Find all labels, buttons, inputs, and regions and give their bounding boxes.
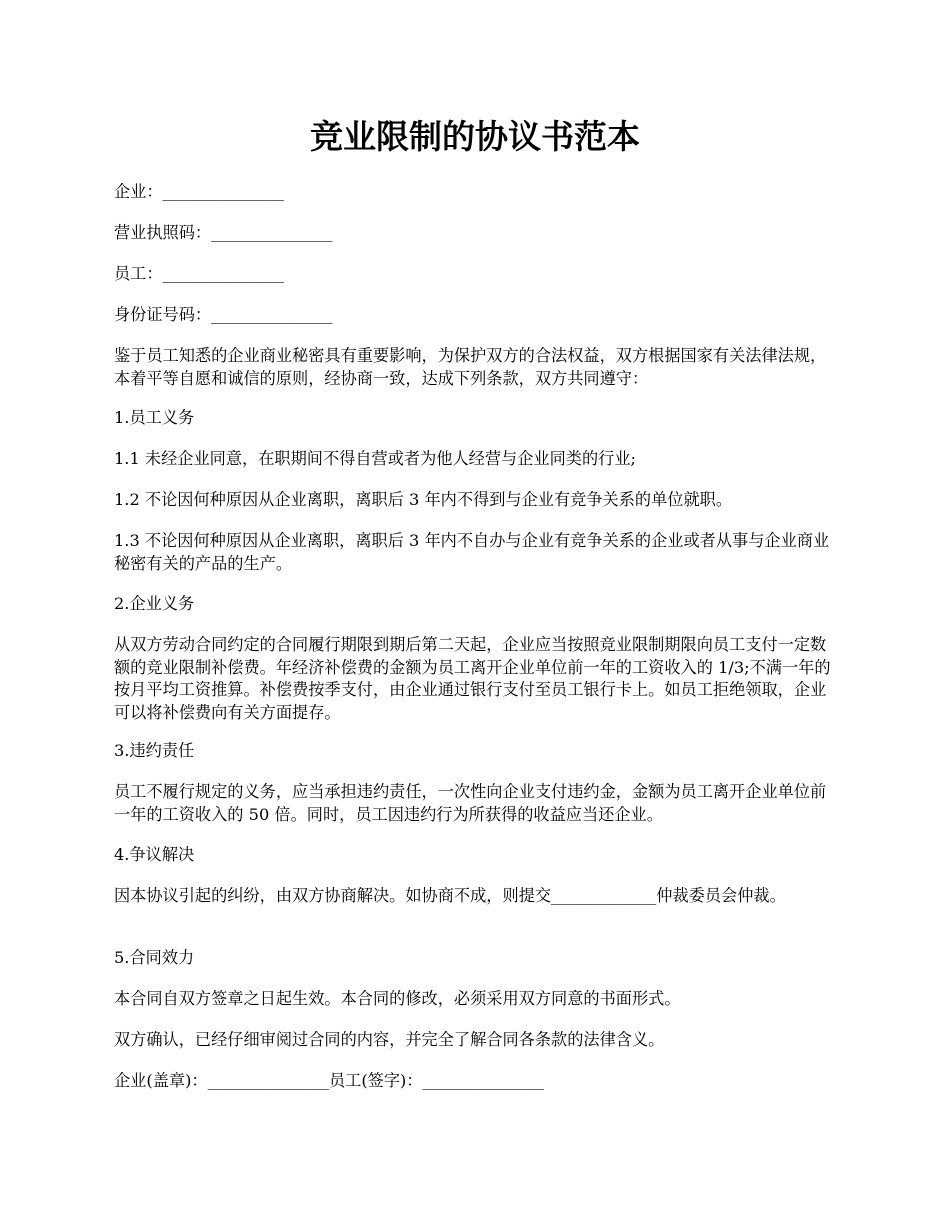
employee-field: 员工：_______________ <box>114 264 284 283</box>
business-license-field: 营业执照码：_______________ <box>114 223 333 242</box>
clause-paragraph: 员工不履行规定的义务，应当承担违约责任，一次性向企业支付违约金，金额为员工离开企业单位前一年的工资收入的 50 倍。同时，员工因违约行为所获得的收益应当还企业。 <box>114 782 827 824</box>
signature-line: 企业(盖章)：_______________员工(签字)：_______________ <box>114 1071 544 1090</box>
clause-paragraph: 1.1 未经企业同意，在职期间不得自营或者为他人经营与企业同类的行业; <box>114 449 636 468</box>
clause-paragraph: 因本协议引起的纠纷，由双方协商解决。如协商不成，则提交_____________仲裁委员会仲裁。 <box>114 886 786 905</box>
section-heading: 1.员工义务 <box>114 408 195 427</box>
section-heading: 4.争议解决 <box>114 845 195 864</box>
document-title: 竞业限制的协议书范本 <box>310 117 640 156</box>
clause-paragraph: 本合同自双方签章之日起生效。本合同的修改，必须采用双方同意的书面形式。 <box>114 989 681 1008</box>
clause-paragraph: 1.3 不论因何种原因从企业离职，离职后 3 年内不自办与企业有竞争关系的企业或者从事与企业商业秘密有关的产品的生产。 <box>114 531 830 573</box>
confirmation-paragraph: 双方确认，已经仔细审阅过合同的内容，并完全了解合同各条款的法律含义。 <box>114 1030 665 1049</box>
preamble-paragraph: 鉴于员工知悉的企业商业秘密具有重要影响，为保护双方的合法权益，双方根据国家有关法律法规，本着平等自愿和诚信的原则，经协商一致，达成下列条款，双方共同遵守： <box>114 346 827 388</box>
clause-paragraph: 1.2 不论因何种原因从企业离职，离职后 3 年内不得到与企业有竞争关系的单位就职。 <box>114 490 733 509</box>
section-heading: 3.违约责任 <box>114 741 195 760</box>
id-number-field: 身份证号码：_______________ <box>114 305 333 324</box>
company-field: 企业：_______________ <box>114 182 284 201</box>
section-heading: 5.合同效力 <box>114 948 195 967</box>
section-heading: 2.企业义务 <box>114 594 195 613</box>
clause-paragraph: 从双方劳动合同约定的合同履行期限到期后第二天起，企业应当按照竞业限制期限向员工支付一定数额的竞业限制补偿费。年经济补偿费的金额为员工离开企业单位前一年的工资收入的 1/3;不满一年的按月平均工资推算。补偿费按季支付，由企业通过银行支付至员工银行卡上。如员工拒绝领取，企业可以将补偿费向有关方面提存。 <box>114 635 831 722</box>
